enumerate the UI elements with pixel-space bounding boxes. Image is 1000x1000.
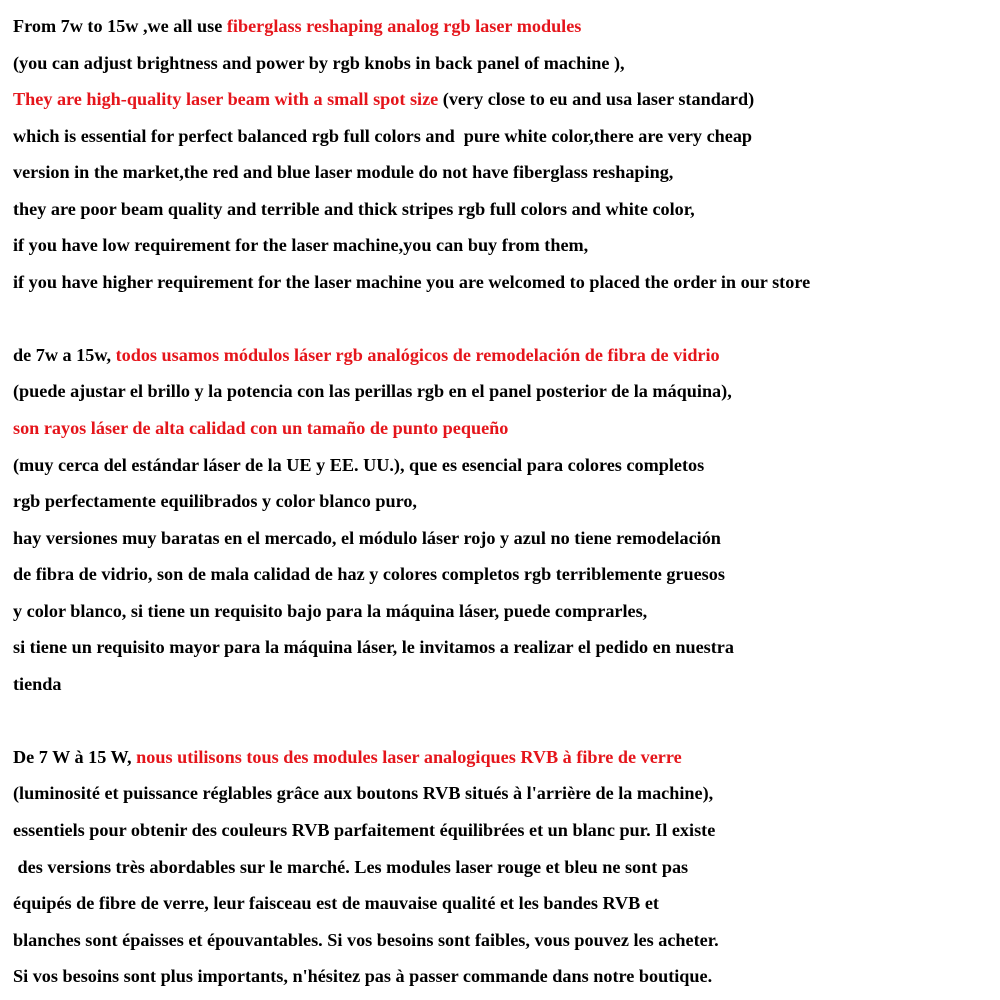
text-line: (puede ajustar el brillo y la potencia con las perillas rgb en el panel posterior de la máquina), <box>13 381 732 402</box>
highlighted-text: todos usamos módulos láser rgb analógicos de remodelación de fibra de vidrio <box>115 344 720 365</box>
text-line <box>13 8 993 45</box>
spanish-section <box>13 337 993 702</box>
paragraph-spacer <box>13 300 993 337</box>
text-line: tienda <box>13 673 62 694</box>
text-line: essentiels pour obtenir des couleurs RVB parfaitement équilibrées et un blanc pur. Il existe <box>13 820 716 841</box>
text-line <box>13 739 993 776</box>
highlighted-text: They are high-quality laser beam with a small spot size <box>13 89 439 110</box>
text-line: de fibra de vidrio, son de mala calidad de haz y colores completos rgb terriblemente gruesos <box>13 564 725 585</box>
text-line: (muy cerca del estándar láser de la UE y EE. UU.), que es esencial para colores completos <box>13 454 705 475</box>
text-line: which is essential for perfect balanced rgb full colors and pure white color,there are very cheap <box>13 125 753 146</box>
product-description <box>13 8 993 995</box>
text-line: si tiene un requisito mayor para la máquina láser, le invitamos a realizar el pedido en nuestra <box>13 637 734 658</box>
text-line: hay versiones muy baratas en el mercado, el módulo láser rojo y azul no tiene remodelación <box>13 527 721 548</box>
text-line: (luminosité et puissance réglables grâce aux boutons RVB situés à l'arrière de la machine), <box>13 783 714 804</box>
highlighted-text: fiberglass reshaping analog rgb laser modules <box>226 16 582 36</box>
english-section <box>13 8 993 300</box>
text-segment: de 7w a 15w, <box>13 344 116 365</box>
highlighted-text: nous utilisons tous des modules laser analogiques RVB à fibre de verre <box>136 746 682 767</box>
text-segment: (very close to eu and usa laser standard) <box>438 89 755 110</box>
text-line: des versions très abordables sur le marché. Les modules laser rouge et bleu ne sont pas <box>13 856 689 877</box>
french-section <box>13 739 993 995</box>
text-line <box>13 337 993 374</box>
text-line: version in the market,the red and blue laser module do not have fiberglass reshaping, <box>13 162 674 183</box>
text-line: équipés de fibre de verre, leur faisceau est de mauvaise qualité et les bandes RVB et <box>13 893 659 914</box>
text-segment: From 7w to 15w ,we all use <box>13 16 227 36</box>
text-line: if you have higher requirement for the laser machine you are welcomed to placed the order in our store <box>13 271 811 292</box>
text-line: y color blanco, si tiene un requisito bajo para la máquina láser, puede comprarles, <box>13 600 648 621</box>
text-line: they are poor beam quality and terrible and thick stripes rgb full colors and white color, <box>13 198 695 219</box>
paragraph-spacer <box>13 702 993 739</box>
text-line: Si vos besoins sont plus importants, n'hésitez pas à passer commande dans notre boutique. <box>13 966 713 987</box>
text-line: blanches sont épaisses et épouvantables. Si vos besoins sont faibles, vous pouvez les acheter. <box>13 929 719 950</box>
text-line: (you can adjust brightness and power by rgb knobs in back panel of machine ), <box>13 52 625 73</box>
text-line: rgb perfectamente equilibrados y color blanco puro, <box>13 491 417 512</box>
text-segment: De 7 W à 15 W, <box>13 746 137 767</box>
text-line <box>13 81 993 118</box>
text-line: if you have low requirement for the laser machine,you can buy from them, <box>13 235 589 256</box>
highlighted-text-line: son rayos láser de alta calidad con un tamaño de punto pequeño <box>13 418 509 439</box>
